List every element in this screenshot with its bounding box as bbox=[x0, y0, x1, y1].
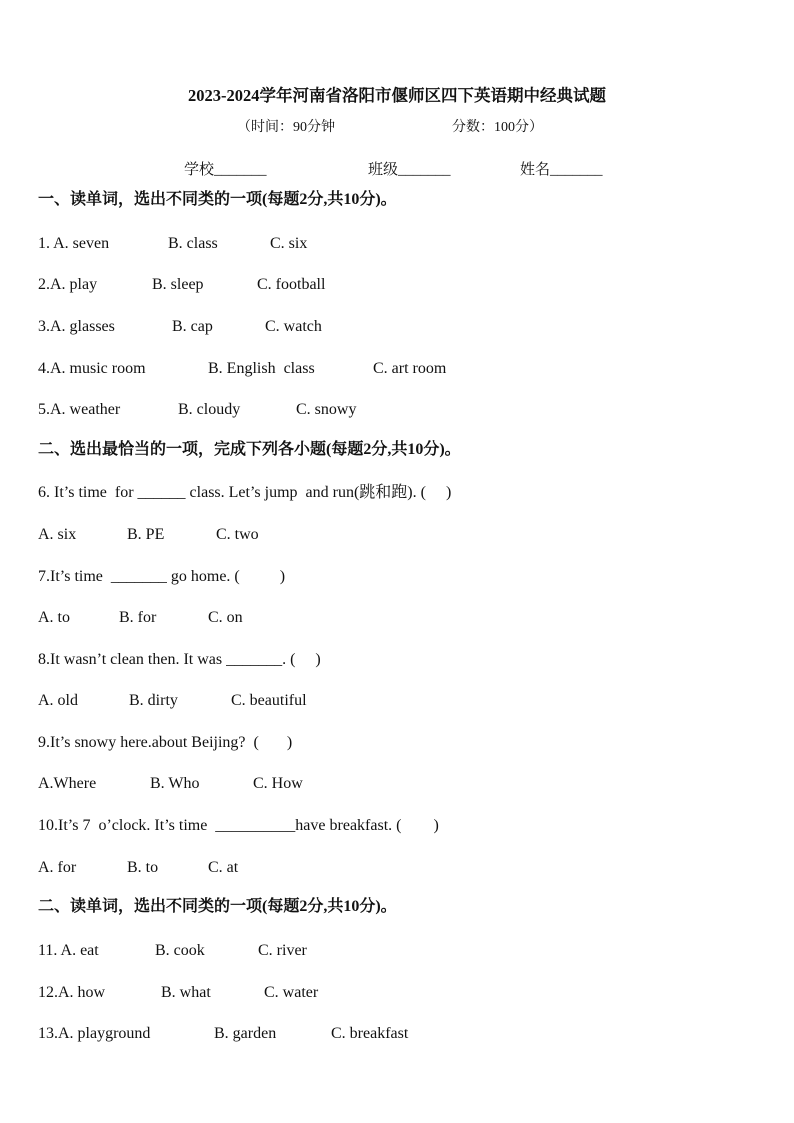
q10-option-c: C. at bbox=[208, 859, 239, 876]
q9-option-b: B. Who bbox=[150, 775, 200, 792]
q9-option-a: A.Where bbox=[38, 775, 97, 792]
question-6-stem: 6. It’s time for ______ class. Let’s jump and run(跳和跑). ( ) bbox=[38, 484, 452, 501]
q6-option-a: A. six bbox=[38, 526, 77, 543]
q13-option-b: B. garden bbox=[214, 1025, 277, 1042]
q4-option-a: 4.A. music room bbox=[38, 360, 146, 377]
q5-option-b: B. cloudy bbox=[178, 401, 241, 418]
q1-option-b: B. class bbox=[168, 235, 218, 252]
q2-option-a: 2.A. play bbox=[38, 276, 98, 293]
name-field: 姓名_______ bbox=[520, 162, 603, 178]
question-7-stem: 7.It’s time _______ go home. ( ) bbox=[38, 568, 286, 585]
q4-option-b: B. English class bbox=[208, 360, 315, 377]
q12-option-b: B. what bbox=[161, 984, 211, 1001]
section-1-heading: 一、读单词，选出不同类的一项(每题2分,共10分)。 bbox=[38, 191, 397, 208]
q10-option-a: A. for bbox=[38, 859, 77, 876]
q8-option-b: B. dirty bbox=[129, 692, 178, 709]
q3-option-b: B. cap bbox=[172, 318, 213, 335]
q12-option-a: 12.A. how bbox=[38, 984, 106, 1001]
q3-option-a: 3.A. glasses bbox=[38, 318, 115, 335]
q4-option-c: C. art room bbox=[373, 360, 447, 377]
page-title: 2023-2024学年河南省洛阳市偃师区四下英语期中经典试题 bbox=[188, 86, 606, 105]
q1-option-a: 1. A. seven bbox=[38, 235, 110, 252]
q12-option-c: C. water bbox=[264, 984, 319, 1001]
q9-option-c: C. How bbox=[253, 775, 303, 792]
q3-option-c: C. watch bbox=[265, 318, 322, 335]
exam-score: 分数：100分） bbox=[452, 120, 543, 135]
q2-option-b: B. sleep bbox=[152, 276, 204, 293]
q8-option-a: A. old bbox=[38, 692, 78, 709]
q7-option-b: B. for bbox=[119, 609, 157, 626]
q1-option-c: C. six bbox=[270, 235, 308, 252]
q6-option-b: B. PE bbox=[127, 526, 165, 543]
q10-option-b: B. to bbox=[127, 859, 159, 876]
q11-option-a: 11. A. eat bbox=[38, 942, 99, 959]
question-8-stem: 8.It wasn’t clean then. It was _______. ( ) bbox=[38, 651, 321, 668]
school-field: 学校_______ bbox=[184, 162, 267, 178]
class-field: 班级_______ bbox=[368, 162, 451, 178]
section-3-heading: 二、读单词，选出不同类的一项(每题2分,共10分)。 bbox=[38, 898, 397, 915]
section-2-heading: 二、选出最恰当的一项，完成下列各小题(每题2分,共10分)。 bbox=[38, 441, 461, 458]
q6-option-c: C. two bbox=[216, 526, 259, 543]
q8-option-c: C. beautiful bbox=[231, 692, 307, 709]
exam-time: （时间：90分钟 bbox=[237, 120, 335, 135]
question-10-stem: 10.It’s 7 o’clock. It’s time __________have breakfast. ( ) bbox=[38, 817, 439, 834]
q13-option-a: 13.A. playground bbox=[38, 1025, 151, 1042]
q7-option-c: C. on bbox=[208, 609, 243, 626]
question-9-stem: 9.It’s snowy here.about Beijing? ( ) bbox=[38, 734, 293, 751]
q5-option-a: 5.A. weather bbox=[38, 401, 121, 418]
q13-option-c: C. breakfast bbox=[331, 1025, 409, 1042]
q5-option-c: C. snowy bbox=[296, 401, 357, 418]
q11-option-b: B. cook bbox=[155, 942, 205, 959]
q2-option-c: C. football bbox=[257, 276, 326, 293]
q7-option-a: A. to bbox=[38, 609, 70, 626]
q11-option-c: C. river bbox=[258, 942, 307, 959]
